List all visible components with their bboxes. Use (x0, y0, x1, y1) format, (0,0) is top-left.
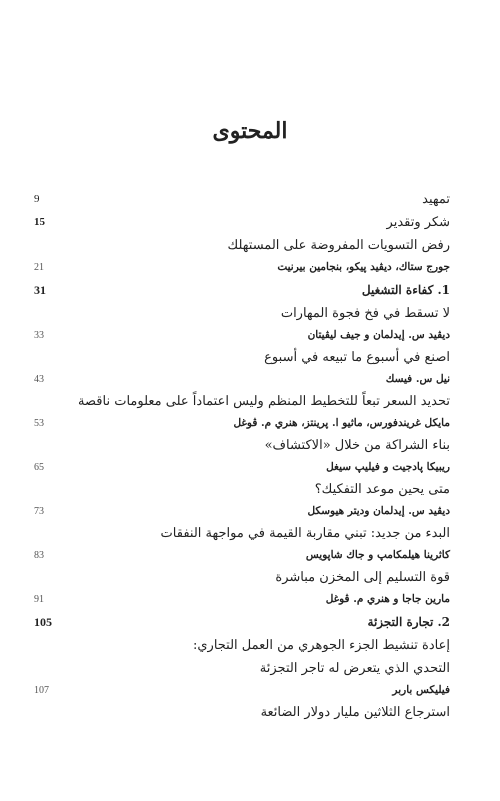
toc-title-line (34, 434, 450, 457)
toc-title-line (34, 634, 450, 657)
toc-entry-text: 2. تجارة التجزئة (367, 615, 450, 629)
toc-title-line (34, 657, 450, 680)
toc-entry-text: مارين جاجا و هنري م. ڤوغل (325, 593, 450, 605)
toc-page-number: 91 (34, 594, 44, 605)
toc-author-line (34, 257, 450, 278)
toc-author-line (34, 501, 450, 522)
toc-title-line (34, 566, 450, 589)
toc-entry-text: مايكل غريندفورس، ماثيو ا. پرينتز، هنري م. ڤوغل (233, 417, 450, 429)
toc-section-heading (34, 610, 450, 634)
toc-entry-text: البدء من جديد: تبني مقاربة القيمة في مواجهة النفقات (160, 526, 450, 541)
toc-page-number: 21 (34, 262, 44, 273)
toc-title-line (34, 302, 450, 325)
toc-entry-text: متى يحين موعد التفكيك؟ (314, 482, 450, 497)
toc-entry-text: تمهيد (422, 192, 450, 207)
toc-entry-text: جورج ستاك، ديڤيد پيكو، بنجامين بيرنيت (277, 261, 450, 273)
toc-entry-text: شكر وتقدير (386, 215, 450, 230)
toc-entry-text: فيليكس باربر (392, 684, 450, 696)
toc-entry-text: التحدي الذي يتعرض له تاجر التجزئة (259, 661, 450, 676)
toc-title-line (34, 478, 450, 501)
toc-page-number: 33 (34, 330, 44, 341)
toc-page-number: 43 (34, 374, 44, 385)
toc-author-line (34, 325, 450, 346)
toc-title-line (34, 701, 450, 724)
toc-author-line (34, 369, 450, 390)
toc-entry-text: اصنع في أسبوع ما تبيعه في أسبوع (264, 350, 450, 365)
toc-page-number: 105 (34, 615, 52, 629)
toc-title-line (34, 211, 450, 234)
toc-entry-text: كاثرينا هيلمكامپ و جاك شاپويس (305, 549, 450, 561)
toc-entry-text: قوة التسليم إلى المخزن مباشرة (275, 570, 450, 585)
toc-entry-text: 1. كفاءة التشغيل (361, 283, 450, 297)
toc-entry-text: تحديد السعر تبعاً للتخطيط المنظم وليس اعتماداً على معلومات ناقصة (78, 394, 450, 409)
toc-title-line (34, 234, 450, 257)
toc-entry-text: لا تسقط في فخ فجوة المهارات (280, 306, 450, 321)
toc-page-number: 9 (34, 193, 40, 205)
toc-entry-text: ديڤيد س. إيدلمان وديتر هيوسكل (307, 505, 450, 517)
toc-entry-text: بناء الشراكة من خلال «الاكتشاف» (264, 438, 450, 453)
toc-page-number: 83 (34, 550, 44, 561)
toc-entry-text: رفض التسويات المفروضة على المستهلك (227, 238, 450, 253)
table-of-contents (34, 188, 450, 724)
toc-page-number: 31 (34, 283, 46, 297)
toc-author-line (34, 457, 450, 478)
toc-page-number: 73 (34, 506, 44, 517)
toc-author-line (34, 545, 450, 566)
toc-title-line (34, 346, 450, 369)
toc-entry-text: إعادة تنشيط الجزء الجوهري من العمل التجاري: (192, 638, 450, 653)
toc-page-number: 15 (34, 216, 45, 228)
toc-page-number: 65 (34, 462, 44, 473)
toc-entry-text: استرجاع الثلاثين مليار دولار الضائعة (260, 705, 450, 720)
toc-title-line (34, 522, 450, 545)
toc-page-number: 107 (34, 685, 49, 696)
page-title: المحتوى (212, 118, 288, 144)
toc-section-heading (34, 278, 450, 302)
toc-entry-text: نيل س. فيسك (385, 373, 450, 385)
toc-author-line (34, 589, 450, 610)
toc-entry-text: ديڤيد س. إيدلمان و جيف ليڤيتان (307, 329, 450, 341)
toc-author-line (34, 413, 450, 434)
toc-title-line (34, 188, 450, 211)
toc-page-number: 53 (34, 418, 44, 429)
toc-title-line (34, 390, 450, 413)
toc-author-line (34, 680, 450, 701)
toc-entry-text: ريبيكا پادجيت و فيليپ سيغل (326, 461, 450, 473)
